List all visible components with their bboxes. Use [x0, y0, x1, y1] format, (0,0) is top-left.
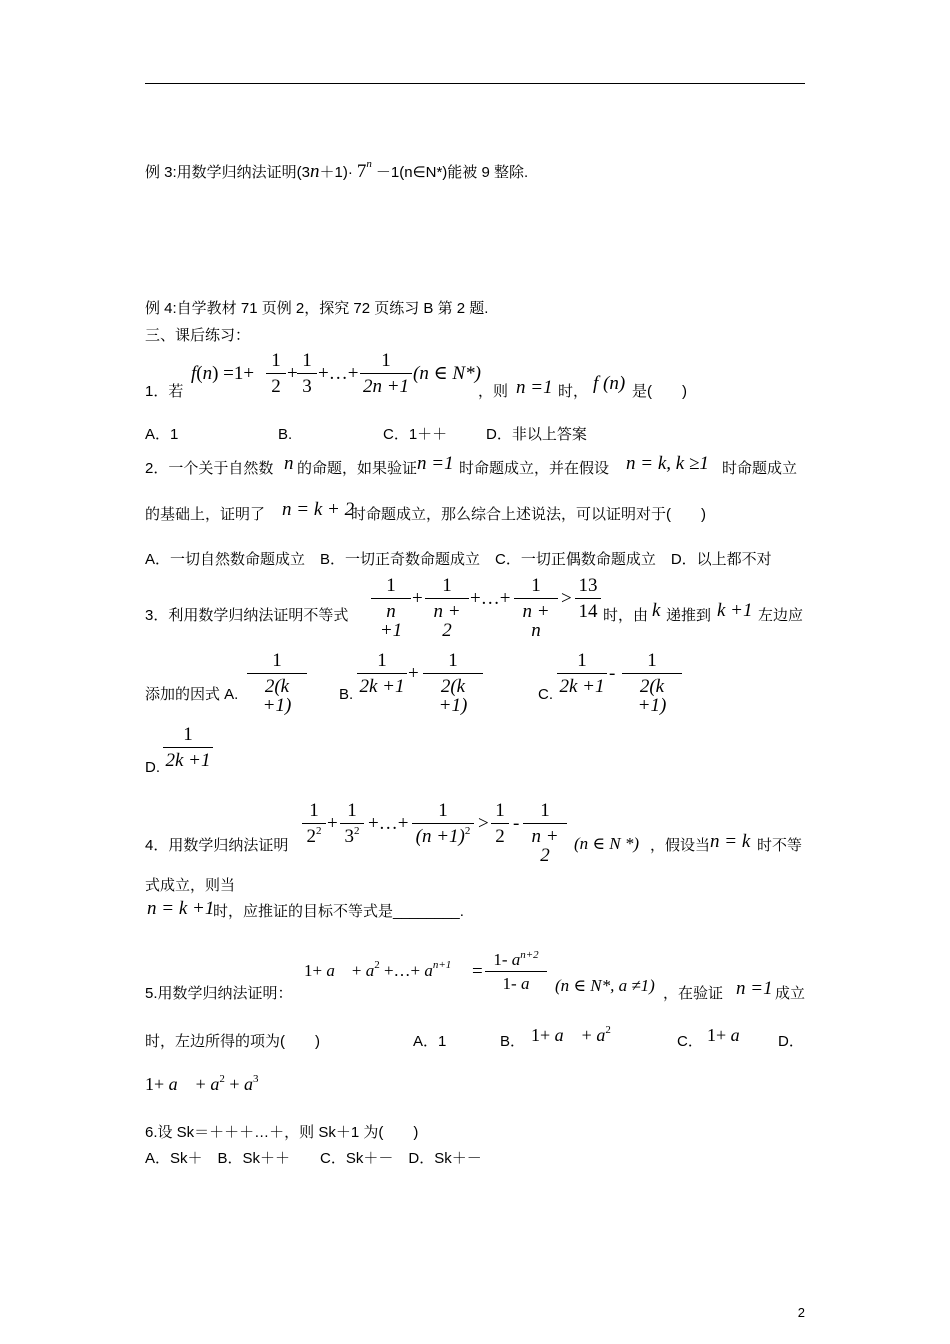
- q3-option-d-frac: 1 2k +1: [163, 725, 213, 770]
- example-3-tail: －1(n∈N*)能被 9 整除.: [375, 164, 529, 181]
- q3-line-2: 添加的因式 A.: [145, 686, 239, 703]
- q3-option-d-label: D.: [145, 759, 160, 776]
- q1-fn: f (n): [593, 373, 626, 394]
- q4-minus: -: [513, 813, 520, 834]
- q3-k: k: [652, 600, 661, 621]
- q3-option-b-frac-1: 1 2k +1: [357, 651, 407, 696]
- q4-frac-1: 1 $2^2$: [302, 801, 326, 846]
- q5-option-d-label: D．: [778, 1033, 804, 1050]
- q1-option-c: C．1＋＋: [383, 426, 448, 443]
- example-3-base: 7: [356, 161, 367, 182]
- q5-condition: (n ∈ N*, a ≠1): [555, 976, 655, 995]
- q5-option-b-expr: 1+ a + $a^2$: [531, 1024, 611, 1045]
- q5-mid: ，在验证: [663, 985, 724, 1002]
- q4-frac-4: 1 2: [491, 801, 509, 846]
- q4-line-3: 时，应推证的目标不等式是________.: [213, 903, 464, 920]
- q5-lhs: 1+ a + $a^2$ +…+ $a^{n+1}$: [304, 959, 452, 980]
- q3-dots: +…+: [470, 588, 511, 609]
- q4-n-equals-k: n = k: [710, 831, 751, 852]
- example-3-exponent: n: [366, 158, 372, 170]
- q5-n-equals-1: n =1: [736, 978, 773, 999]
- q2-line-1d: 时命题成立: [722, 460, 798, 477]
- q3-option-c-label: C.: [538, 686, 553, 703]
- q3-frac-1: 1 n +1: [371, 576, 411, 640]
- page-number: 2: [797, 1305, 805, 1320]
- q1-dots: +…+: [318, 363, 359, 384]
- q3-frac-4: 13 14: [575, 576, 601, 621]
- q5-equals: =: [472, 961, 483, 982]
- q2-options: A．一切自然数命题成立 B．一切正奇数命题成立 C．一切正偶数命题成立 D．以上都不对: [145, 551, 772, 568]
- q1-frac-1: 1 2: [266, 351, 286, 396]
- q4-tail: 时不等: [757, 837, 803, 854]
- q3-option-c-minus: -: [609, 663, 616, 684]
- q1-tail: 是( ): [632, 383, 687, 400]
- q1-option-d: D．非以上答案: [486, 426, 587, 443]
- q3-mid: 时，由: [603, 607, 649, 624]
- q6-options: A．Sk＋ B．Sk＋＋ C．Sk＋－ D．Sk＋－: [145, 1150, 482, 1167]
- section-title: 三、课后练习：: [145, 327, 251, 344]
- q3-option-c-frac-2: 1 2(k +1): [622, 651, 682, 715]
- q5-label: 5.用数学归纳法证明：: [145, 985, 293, 1002]
- q3-option-c-frac-1: 1 2k +1: [557, 651, 607, 696]
- q3-option-a-frac: 1 2(k +1): [247, 651, 307, 715]
- q1-option-a: A．1: [145, 426, 179, 443]
- q4-line-2: 式成立，则当: [145, 877, 236, 894]
- q4-dots: +…+: [368, 813, 409, 834]
- q2-line-1a: 2．一个关于自然数: [145, 460, 274, 477]
- q5-option-d-expr: 1+ a + $a^2 + a^3$: [145, 1073, 259, 1094]
- example-3-var-n: n: [310, 161, 320, 182]
- q1-n-equals-1: n =1: [516, 377, 553, 398]
- q4-condition: (n ∈ N *): [574, 834, 639, 853]
- q4-label: 4．用数学归纳法证明: [145, 837, 289, 854]
- q3-option-b-plus: +: [408, 663, 419, 684]
- q2-line-1c: 时命题成立，并在假设: [459, 460, 610, 477]
- q3-option-b-label: B.: [339, 686, 354, 703]
- q1-lhs: f(n) =1+: [191, 363, 255, 384]
- q2-line-2a: 的基础上，证明了: [145, 506, 266, 523]
- q1-frac-2: 1 3: [297, 351, 317, 396]
- q2-line-1b: 的命题，如果验证: [297, 460, 418, 477]
- q4-n-equals-k-plus-1: n = k +1: [147, 898, 215, 919]
- q4-mid: ，假设当: [650, 837, 711, 854]
- q1-condition: (n ∈ N*): [413, 363, 481, 384]
- q5-option-b-label: B．: [500, 1033, 526, 1050]
- q4-frac-5: 1 n + 2: [523, 801, 567, 865]
- q3-option-b-frac-2: 1 2(k +1): [423, 651, 483, 715]
- q3-frac-3: 1 n + n: [514, 576, 558, 640]
- q5-option-a: A．1: [413, 1033, 447, 1050]
- q5-option-c-label: C．: [677, 1033, 703, 1050]
- example-3-lead: 例 3:用数学归纳法证明(3: [145, 164, 311, 181]
- q1-frac-3: 1 2n +1: [360, 351, 412, 396]
- q2-line-2b: 时命题成立，那么综合上述说法，可以证明对于( ): [351, 506, 706, 523]
- q3-frac-2: 1 n + 2: [425, 576, 469, 640]
- q2-n-equals-k-plus-2: n = k + 2: [282, 499, 355, 520]
- q1-when: 时，: [558, 383, 589, 400]
- q2-n-equals-k: n = k, k ≥1: [626, 453, 709, 474]
- q3-tail: 左边应: [758, 607, 804, 624]
- q3-mid-2: 递推到: [666, 607, 712, 624]
- q4-frac-3: 1 $(n +1)^2$: [412, 801, 474, 846]
- q1-mid: ，则: [478, 383, 509, 400]
- q5-frac: 1- $a^{n+2}$ 1- a: [485, 951, 547, 992]
- q3-plus: +: [412, 588, 423, 609]
- q3-k-plus-1: k +1: [717, 600, 753, 621]
- q1-plus: +: [287, 363, 298, 384]
- q1-label: 1．若: [145, 383, 184, 400]
- q3-greater: >: [561, 588, 572, 609]
- example-3-plus: ＋1)·: [319, 164, 353, 181]
- header-rule: [145, 83, 805, 84]
- q4-plus: +: [327, 813, 338, 834]
- q4-greater: >: [478, 813, 489, 834]
- q5-lhs-a: 1+ a + a: [304, 961, 375, 980]
- q5-option-c-expr: 1+ a: [707, 1025, 740, 1045]
- q2-n: n: [284, 453, 294, 474]
- q5-tail: 成立: [775, 985, 806, 1002]
- q5-line-2: 时，左边所得的项为( ): [145, 1033, 320, 1050]
- q2-n-equals-1: n =1: [417, 453, 454, 474]
- example-3: [145, 158, 529, 182]
- q6-line-1: 6.设 Sk＝＋＋＋…＋，则 Sk＋1 为( ): [145, 1124, 419, 1141]
- q4-frac-2: 1 $3^2$: [340, 801, 364, 846]
- q3-label: 3．利用数学归纳法证明不等式: [145, 607, 349, 624]
- q1-option-b: B.: [278, 426, 293, 443]
- example-4: 例 4:自学教材 71 页例 2，探究 72 页练习 B 第 2 题.: [145, 300, 489, 317]
